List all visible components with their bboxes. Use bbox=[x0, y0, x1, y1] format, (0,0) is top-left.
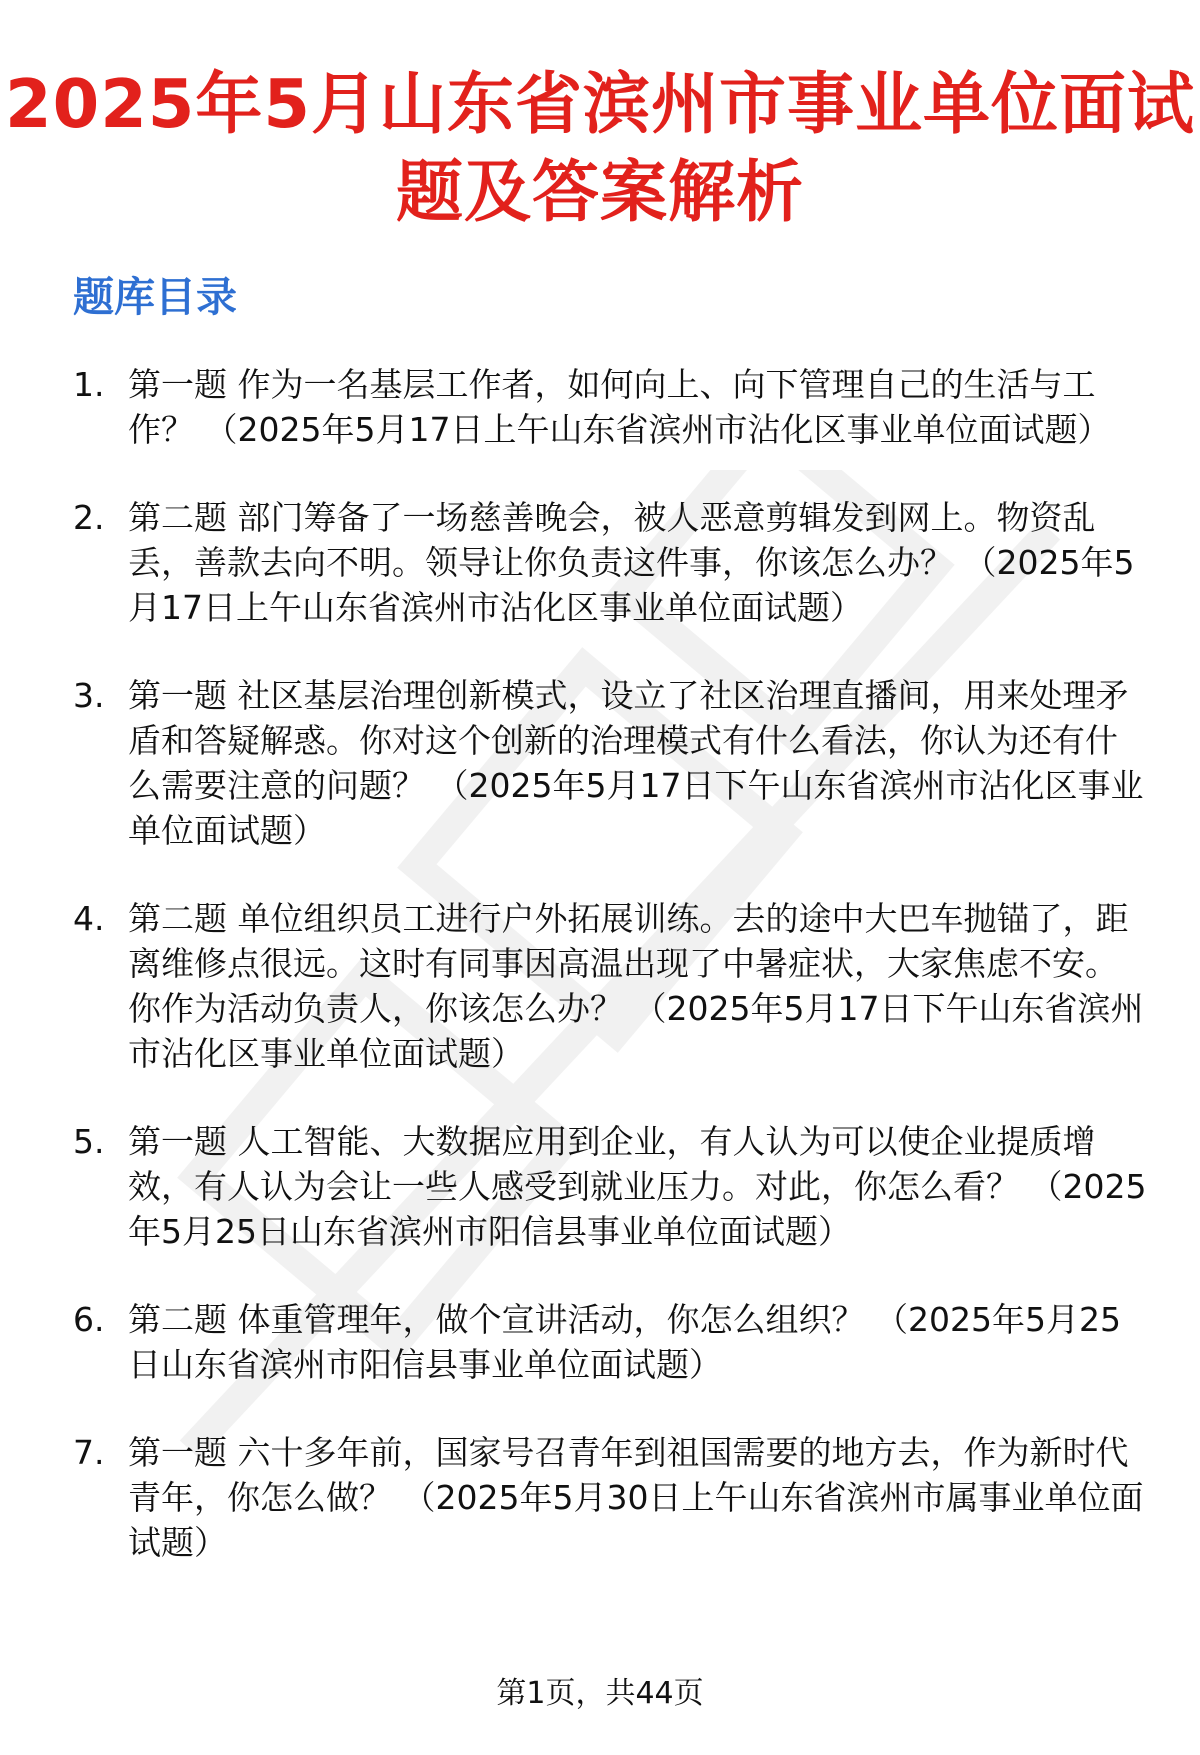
list-item bbox=[73, 362, 1148, 452]
item-text: 第一题 作为一名基层工作者，如何向上、向下管理自己的生活与工作？ （2025年5月17日上午山东省滨州市沾化区事业单位面试题） bbox=[128, 365, 1111, 449]
item-number: 4. bbox=[73, 899, 105, 938]
item-number: 2. bbox=[73, 498, 105, 537]
list-item bbox=[73, 896, 1148, 1076]
list-item bbox=[73, 1430, 1148, 1565]
item-text: 第一题 人工智能、大数据应用到企业，有人认为可以使企业提质增效，有人认为会让一些人感受到就业压力。对此，你怎么看？ （2025年5月25日山东省滨州市阳信县事业单位面试题） bbox=[128, 1122, 1147, 1251]
item-number: 6. bbox=[73, 1300, 105, 1339]
page-number: 第1页，共44页 bbox=[496, 1676, 704, 1711]
item-number: 1. bbox=[73, 365, 105, 404]
item-number: 7. bbox=[73, 1433, 105, 1472]
list-item bbox=[73, 1297, 1148, 1387]
document-title: 2025年5月山东省滨州市事业单位面试题及答案解析 bbox=[4, 65, 1196, 231]
list-item bbox=[73, 1119, 1148, 1254]
list-item bbox=[73, 495, 1148, 630]
item-text: 第二题 部门筹备了一场慈善晚会，被人恶意剪辑发到网上。物资乱丢，善款去向不明。领导让你负责这件事，你该怎么办？ （2025年5月17日上午山东省滨州市沾化区事业单位面试题） bbox=[128, 498, 1135, 627]
item-text: 第一题 社区基层治理创新模式，设立了社区治理直播间，用来处理矛盾和答疑解惑。你对这个创新的治理模式有什么看法，你认为还有什么需要注意的问题？ （2025年5月17日下午山东省滨州市沾化区事业单位面试题） bbox=[128, 676, 1144, 850]
toc-heading: 题库目录 bbox=[73, 273, 237, 321]
item-text: 第二题 单位组织员工进行户外拓展训练。去的途中大巴车抛锚了，距离维修点很远。这时有同事因高温出现了中暑症状，大家焦虑不安。你作为活动负责人，你该怎么办？ （2025年5月17日下午山东省滨州市沾化区事业单位面试题） bbox=[128, 899, 1144, 1073]
item-text: 第二题 体重管理年，做个宣讲活动，你怎么组织？ （2025年5月25日山东省滨州市阳信县事业单位面试题） bbox=[128, 1300, 1121, 1384]
item-number: 5. bbox=[73, 1122, 105, 1161]
question-list bbox=[73, 362, 1148, 1608]
list-item bbox=[73, 673, 1148, 853]
item-text: 第一题 六十多年前，国家号召青年到祖国需要的地方去，作为新时代青年，你怎么做？ （2025年5月30日上午山东省滨州市属事业单位面试题） bbox=[128, 1433, 1144, 1562]
item-number: 3. bbox=[73, 676, 105, 715]
